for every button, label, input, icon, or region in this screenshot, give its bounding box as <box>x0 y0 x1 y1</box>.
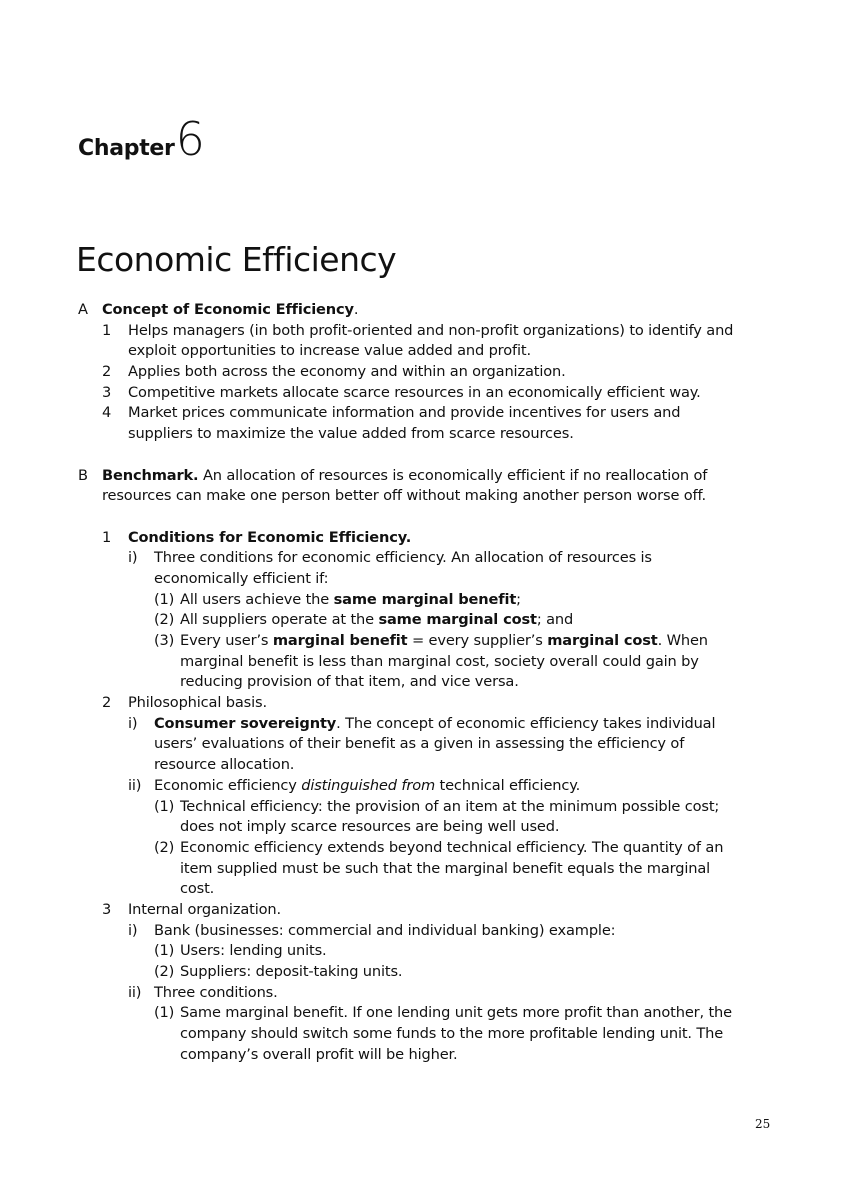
condition-item: (1) All users achieve the same marginal benefit; <box>78 590 783 611</box>
sub-item-label: ii) <box>128 983 142 1001</box>
condition-item-continued: company should switch some funds to the more profitable lending unit. The <box>180 1025 724 1043</box>
item-number: 4 <box>102 404 112 422</box>
condition-label: (1) <box>154 1004 175 1022</box>
item-text: suppliers to maximize the value added from scarce resources. <box>128 425 574 443</box>
item-text: Competitive markets allocate scarce resources in an economically efficient way. <box>128 383 701 401</box>
section-text: An allocation of resources is economically efficient if no reallocation of <box>198 466 708 484</box>
page-number: 25 <box>755 1117 771 1131</box>
sub-item-label: i) <box>128 549 138 567</box>
item-text: exploit opportunities to increase value added and profit. <box>128 342 531 360</box>
heading-period: . <box>353 301 359 318</box>
item-text: Helps managers (in both profit-oriented and non-profit organizations) to identify and <box>128 321 734 339</box>
item-number: 1 <box>102 321 112 339</box>
condition-item-continued: marginal benefit is less than marginal cost, society overall could gain by <box>180 652 699 670</box>
condition-item-continued: cost. <box>180 880 215 898</box>
condition-item: (1) Technical efficiency: the provision of an item at the minimum possible cost; <box>78 797 783 818</box>
section-heading: Concept of Economic Efficiency <box>102 301 354 318</box>
sub-item: ii) Economic efficiency distinguished from technical efficiency. <box>78 776 783 797</box>
list-item <box>78 693 783 714</box>
list-item <box>78 900 783 921</box>
list-item <box>78 403 783 424</box>
condition-label: (2) <box>154 963 175 980</box>
condition-label: (1) <box>154 797 175 815</box>
chapter-word: Chapter <box>78 136 175 161</box>
item-number: 1 <box>102 528 112 546</box>
sub-item <box>78 548 783 569</box>
item-heading: Philosophical basis. <box>128 694 267 712</box>
condition-item-continued: company’s overall profit will be higher. <box>180 1045 458 1063</box>
section-label: A <box>78 301 88 318</box>
sub-item-continued: resource allocation. <box>154 756 295 774</box>
item-text: Market prices communicate information and provide incentives for users and <box>128 404 681 422</box>
item-heading: Conditions for Economic Efficiency. <box>128 528 412 546</box>
content <box>78 300 783 1065</box>
item-heading: Internal organization. <box>128 900 281 918</box>
sub-item-text: economically efficient if: <box>154 569 329 587</box>
condition-item: (2) Economic efficiency extends beyond technical efficiency. The quantity of an <box>78 838 783 859</box>
condition-item: (2) Suppliers: deposit-taking units. <box>78 962 783 983</box>
item-text: Applies both across the economy and within an organization. <box>128 363 566 381</box>
item-number: 2 <box>102 363 112 381</box>
condition-item-continued: item supplied must be such that the marginal benefit equals the marginal <box>180 859 711 877</box>
section-heading: Benchmark. <box>102 466 199 484</box>
condition-item: (2) All suppliers operate at the same marginal cost; and <box>78 610 783 631</box>
page-title: Economic Efficiency <box>76 240 397 279</box>
condition-label: (1) <box>154 590 175 608</box>
chapter-number: 6 <box>175 112 205 166</box>
item-number: 3 <box>102 900 112 918</box>
list-item-continued <box>78 341 783 362</box>
condition-item-continued: reducing provision of that item, and vice versa. <box>180 673 519 691</box>
sub-item: i) Consumer sovereignty. The concept of economic efficiency takes individual <box>78 714 783 735</box>
condition-label: (3) <box>154 632 175 649</box>
item-number: 2 <box>102 694 112 712</box>
list-item <box>78 383 783 404</box>
sub-item-label: i) <box>128 921 138 939</box>
list-item <box>78 321 783 342</box>
list-item <box>78 362 783 383</box>
sub-item-continued <box>78 569 783 590</box>
sub-item-text: Three conditions for economic efficiency. An allocation of resources is <box>154 549 652 567</box>
condition-item: (1) Same marginal benefit. If one lending unit gets more profit than another, the <box>78 1003 783 1024</box>
item-number: 3 <box>102 383 112 401</box>
condition-label: (1) <box>154 942 175 960</box>
sub-item-label: i) <box>128 714 138 732</box>
list-item <box>78 528 783 549</box>
section-a-heading <box>78 300 783 321</box>
condition-label: (2) <box>154 838 175 856</box>
sub-item: ii) Three conditions. <box>78 983 783 1004</box>
sub-item: i) Bank (businesses: commercial and individual banking) example: <box>78 921 783 942</box>
section-text-continued: resources can make one person better off without making another person worse off. <box>102 487 706 505</box>
section-label: B <box>78 466 88 484</box>
list-item-continued <box>78 424 783 445</box>
section-b-heading <box>78 466 783 487</box>
condition-item-continued: does not imply scarce resources are being well used. <box>180 818 560 836</box>
condition-item: (1) Users: lending units. <box>78 941 783 962</box>
sub-item-label: ii) <box>128 776 142 794</box>
condition-label: (2) <box>154 611 175 629</box>
sub-item-continued: users’ evaluations of their benefit as a given in assessing the efficiency of <box>154 735 685 753</box>
condition-item: (3) Every user’s marginal benefit = every supplier’s marginal cost. When <box>78 631 783 652</box>
chapter-heading <box>78 112 205 166</box>
